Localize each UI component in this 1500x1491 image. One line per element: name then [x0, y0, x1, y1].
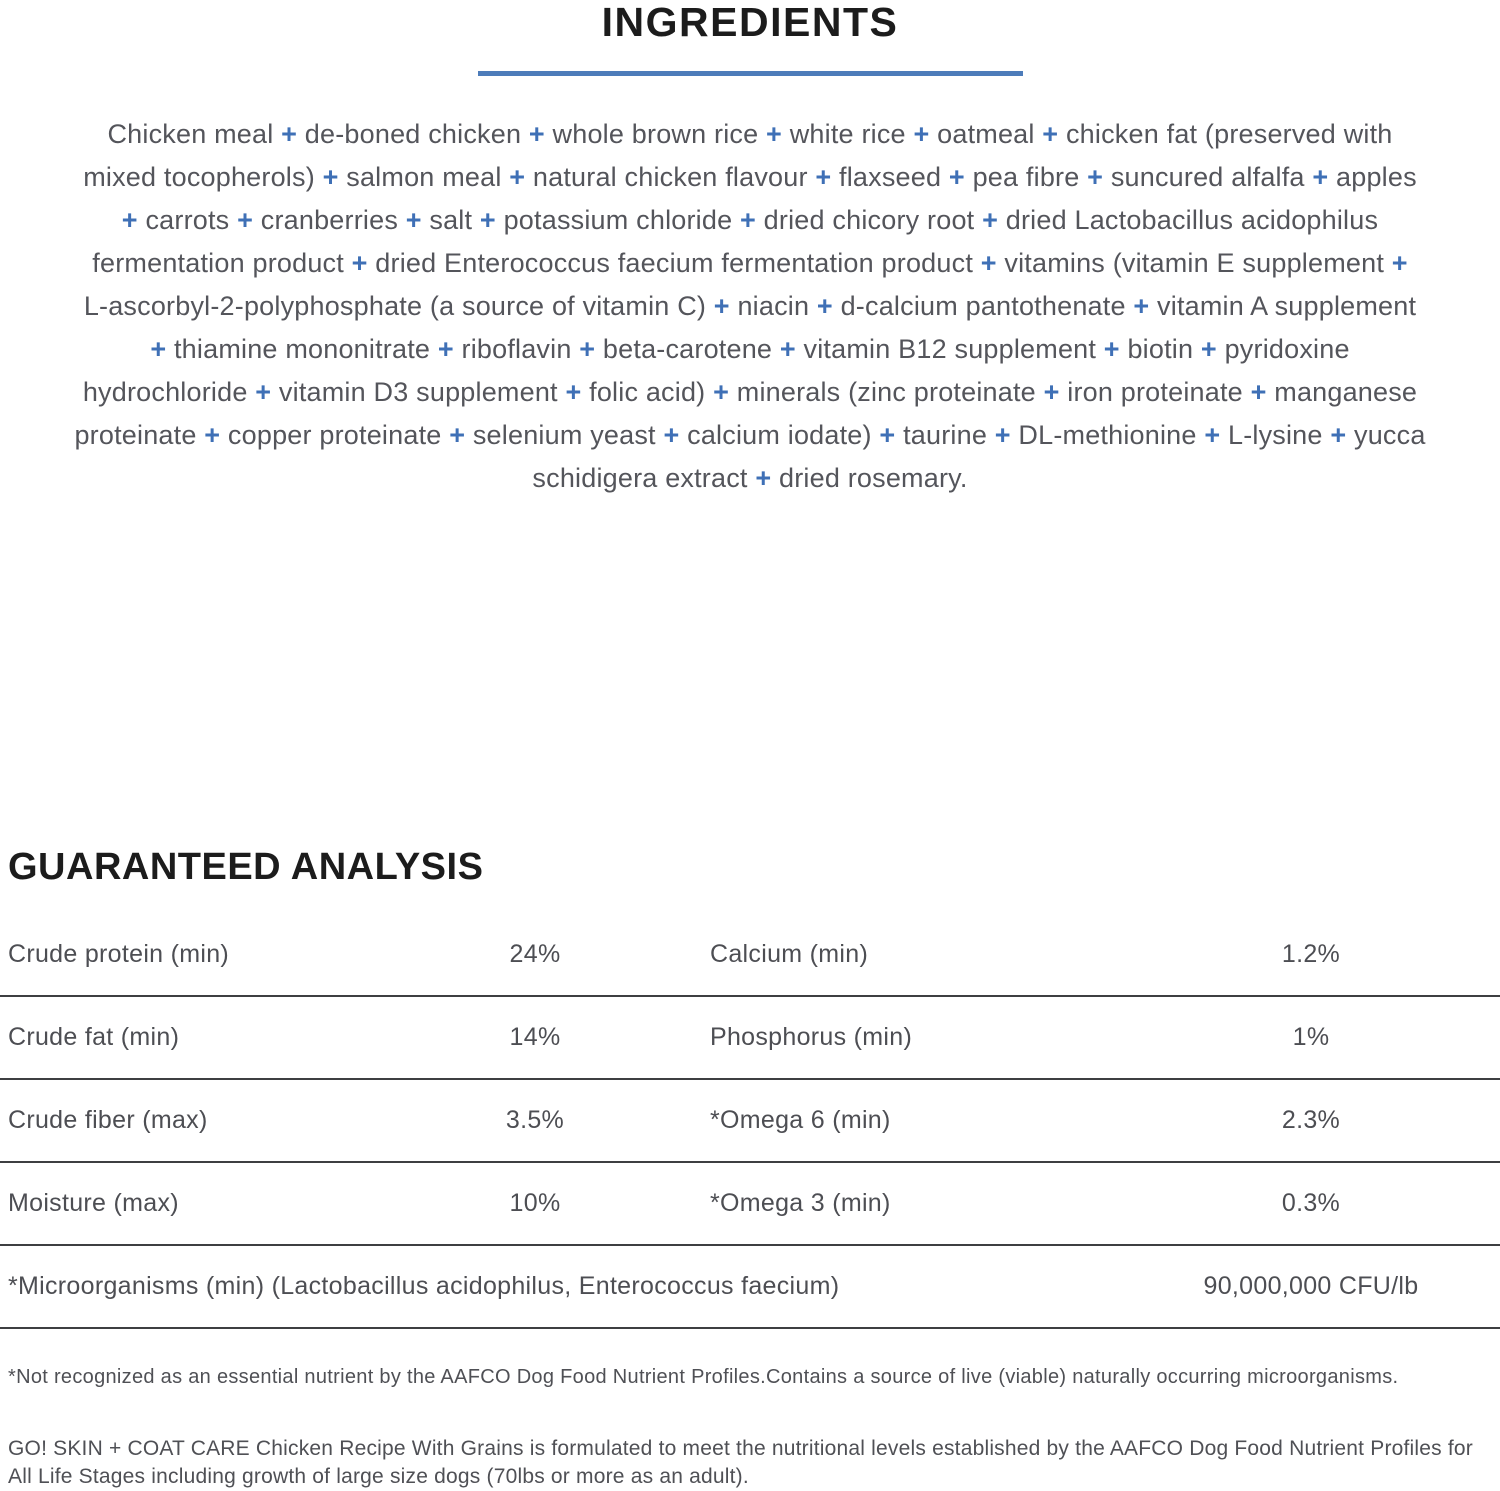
plus-separator: + — [713, 377, 730, 407]
plus-separator: + — [479, 205, 496, 235]
plus-separator: + — [913, 119, 930, 149]
guaranteed-analysis-table — [0, 914, 1500, 1329]
ingredients-line: L-ascorbyl-2-polyphosphate (a source of vitamin C) + niacin + d-calcium pantothenate + vitamin A supplement — [83, 291, 1417, 321]
plus-separator: + — [322, 162, 339, 192]
plus-separator: + — [663, 420, 680, 450]
plus-separator: + — [1042, 119, 1059, 149]
nutrient-value: 90,000,000 CFU/lb — [1203, 1272, 1419, 1300]
plus-separator: + — [948, 162, 965, 192]
plus-separator: + — [755, 463, 772, 493]
plus-separator: + — [982, 205, 999, 235]
ingredients-line: hydrochloride + vitamin D3 supplement + folic acid) + minerals (zinc proteinate + iron proteinate + manganese — [82, 377, 1418, 407]
aafco-footnote: *Not recognized as an essential nutrient by the AAFCO Dog Food Nutrient Profiles.Contains a source of live (viable) naturally occurring microorganisms. — [8, 1366, 1399, 1388]
nutrient-label: Calcium (min) — [710, 940, 869, 968]
ingredients-line: + thiamine mononitrate + riboflavin + beta-carotene + vitamin B12 supplement + biotin + pyridoxine — [150, 334, 1350, 364]
plus-separator: + — [1133, 291, 1150, 321]
plus-separator: + — [1103, 334, 1120, 364]
microorganisms-row — [0, 1246, 1500, 1329]
nutrient-value: 1.2% — [1281, 940, 1341, 968]
nutrient-value: 24% — [509, 940, 561, 968]
plus-separator: + — [281, 119, 298, 149]
ingredients-line: + carrots + cranberries + salt + potassium chloride + dried chicory root + dried Lactobacillus acidophilus — [121, 205, 1379, 235]
nutrient-label: *Omega 3 (min) — [710, 1189, 891, 1217]
ingredients-line: proteinate + copper proteinate + selenium yeast + calcium iodate) + taurine + DL-methionine + L-lysine + yucca — [74, 420, 1426, 450]
plus-separator: + — [237, 205, 254, 235]
guaranteed-analysis-section — [0, 847, 1500, 1329]
plus-separator: + — [255, 377, 272, 407]
nutrient-value: 2.3% — [1281, 1106, 1341, 1134]
guaranteed-analysis-title: GUARANTEED ANALYSIS — [8, 846, 484, 888]
plus-separator: + — [150, 334, 167, 364]
plus-separator: + — [815, 162, 832, 192]
plus-separator: + — [779, 334, 796, 364]
ingredients-list — [0, 113, 1500, 500]
ingredients-line: Chicken meal + de-boned chicken + whole brown rice + white rice + oatmeal + chicken fat (preserved with — [107, 119, 1393, 149]
plus-separator: + — [994, 420, 1011, 450]
plus-separator: + — [1312, 162, 1329, 192]
nutrient-label: Crude fat (min) — [8, 1023, 180, 1051]
plus-separator: + — [1200, 334, 1217, 364]
plus-separator: + — [713, 291, 730, 321]
nutrient-label: Crude fiber (max) — [8, 1106, 208, 1134]
ingredients-line: fermentation product + dried Enterococcus faecium fermentation product + vitamins (vitamin E supplement + — [92, 248, 1408, 278]
plus-separator: + — [121, 205, 138, 235]
plus-separator: + — [1330, 420, 1347, 450]
plus-separator: + — [204, 420, 221, 450]
nutrient-label: Phosphorus (min) — [710, 1023, 913, 1051]
plus-separator: + — [980, 248, 997, 278]
plus-separator: + — [449, 420, 466, 450]
nutrient-label: Crude protein (min) — [8, 940, 230, 968]
nutrient-label: *Omega 6 (min) — [710, 1106, 891, 1134]
ingredients-line: mixed tocopherols) + salmon meal + natural chicken flavour + flaxseed + pea fibre + suncured alfalfa + apples — [83, 162, 1417, 192]
formulation-note: GO! SKIN + COAT CARE Chicken Recipe With Grains is formulated to meet the nutritional levels established by the AAFCO Dog Food Nutrient Profiles for All Life Stages including growth of large size dogs (70lbs or more as an adult). — [8, 1437, 1474, 1488]
nutrient-value: 0.3% — [1281, 1189, 1341, 1217]
ingredients-section-header — [0, 0, 1500, 76]
plus-separator: + — [528, 119, 545, 149]
plus-separator: + — [509, 162, 526, 192]
plus-separator: + — [1087, 162, 1104, 192]
nutrient-value: 3.5% — [505, 1106, 565, 1134]
nutrient-label: Moisture (max) — [8, 1189, 179, 1217]
plus-separator: + — [879, 420, 896, 450]
table-row — [0, 1080, 1500, 1163]
table-row — [0, 1163, 1500, 1246]
nutrient-value: 1% — [1292, 1023, 1330, 1051]
plus-separator: + — [351, 248, 368, 278]
plus-separator: + — [816, 291, 833, 321]
plus-separator: + — [740, 205, 756, 235]
plus-separator: + — [1391, 248, 1408, 278]
plus-separator: + — [437, 334, 454, 364]
ingredients-line: schidigera extract + dried rosemary. — [532, 463, 968, 493]
plus-separator: + — [565, 377, 582, 407]
plus-separator: + — [1204, 420, 1221, 450]
table-row — [0, 997, 1500, 1080]
nutrient-label: *Microorganisms (min) (Lactobacillus acidophilus, Enterococcus faecium) — [8, 1272, 840, 1300]
plus-separator: + — [1043, 377, 1060, 407]
title-underline-rule — [478, 71, 1023, 76]
plus-separator: + — [1250, 377, 1267, 407]
nutrient-value: 14% — [509, 1023, 561, 1051]
plus-separator: + — [405, 205, 422, 235]
plus-separator: + — [766, 119, 783, 149]
plus-separator: + — [579, 334, 596, 364]
table-row — [0, 914, 1500, 997]
nutrient-value: 10% — [509, 1189, 561, 1217]
ingredients-title: INGREDIENTS — [601, 0, 899, 45]
